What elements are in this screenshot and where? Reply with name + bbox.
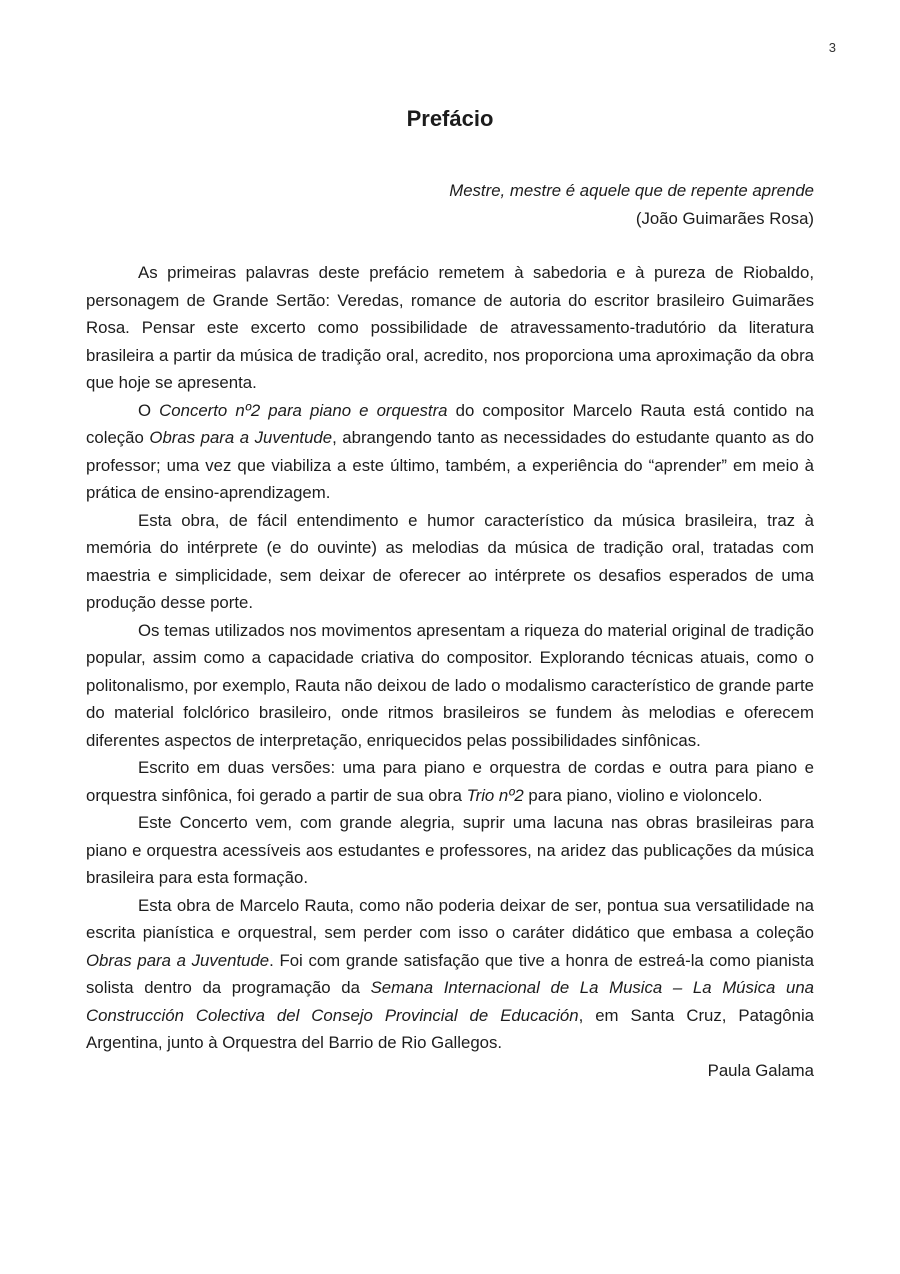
epigraph-quote: Mestre, mestre é aquele que de repente aprende	[449, 181, 814, 200]
paragraph-text: As primeiras palavras deste prefácio remetem à sabedoria e à pureza de Riobaldo, personagem de Grande Sertão: Veredas, romance de autoria do escritor brasileiro Guimarães Rosa. Pensar este excerto como possibilidade de atravessamento-tradutório da literatura brasileira a partir da música de tradição oral, acredito, nos proporciona uma aproximação da obra que hoje se apresenta.	[86, 263, 814, 392]
italic-text: Semana Internacional de La Musica – La Música una Construcción Colectiva del Consejo Provincial de Educación	[86, 978, 814, 1025]
epigraph	[86, 177, 814, 232]
paragraph-text: O	[138, 400, 160, 420]
italic-text: Trio nº2	[466, 785, 524, 805]
body-paragraph	[86, 754, 814, 809]
body-paragraph	[86, 259, 814, 397]
paragraph-text: , abrangendo tanto as necessidades do estudante quanto as do professor; uma vez que viabiliza a este último, também, a experiência do “aprender” em meio à prática de ensino-aprendizagem.	[86, 428, 814, 502]
paragraph-text: . Foi com grande satisfação que tive a honra de estreá-la como pianista solista dentro da programação da	[86, 950, 814, 997]
paragraph-text: , em Santa Cruz, Patagônia Argentina, junto à Orquestra del Barrio de Rio Gallegos.	[86, 1005, 814, 1052]
body-paragraph	[86, 892, 814, 1057]
body-paragraph	[86, 617, 814, 755]
paragraph-text: Esta obra, de fácil entendimento e humor característico da música brasileira, traz à memória do intérprete (e do ouvinte) as melodias da música de tradição oral, tratadas com maestria e simplicidade, sem deixar de oferecer ao intérprete os desafios esperados de uma produção desse porte.	[86, 510, 814, 612]
italic-text: Concerto nº2 para piano e orquestra	[159, 400, 448, 420]
epigraph-author: (João Guimarães Rosa)	[635, 208, 814, 228]
paragraph-text: Escrito em duas versões: uma para piano e orquestra de cordas e outra para piano e orquestra sinfônica, foi gerado a partir de sua obra	[86, 758, 814, 805]
body-paragraph	[86, 809, 814, 892]
paragraph-text: Os temas utilizados nos movimentos apresentam a riqueza do material original de tradição popular, assim como a capacidade criativa do compositor. Explorando técnicas atuais, como o politonalismo, por exemplo, Rauta não deixou de lado o modalismo característico de grande parte do material folclórico brasileiro, onde ritmos brasileiros se fundem às melodias e oferecem diferentes aspectos de interpretação, enriquecidos pelas possibilidades sinfônicas.	[86, 620, 814, 750]
paragraph-text: para piano, violino e violoncelo.	[523, 785, 763, 805]
paragraph-text: do compositor Marcelo Rauta está contido na coleção	[86, 400, 814, 447]
preface-body	[86, 259, 814, 1084]
signature: Paula Galama	[707, 1060, 814, 1080]
body-paragraph	[86, 397, 814, 507]
paragraph-text: Esta obra de Marcelo Rauta, como não poderia deixar de ser, pontua sua versatilidade na escrita pianística e orquestral, sem perder com isso o caráter didático que embasa a coleção	[86, 895, 814, 942]
page-number: 3	[828, 40, 836, 55]
italic-text: Obras para a Juventude	[149, 428, 333, 447]
body-paragraph	[86, 507, 814, 617]
italic-text: Obras para a Juventude	[86, 950, 270, 970]
page-title: Prefácio	[406, 106, 494, 131]
paragraph-text: Este Concerto vem, com grande alegria, suprir uma lacuna nas obras brasileiras para piano e orquestra acessíveis aos estudantes e professores, na aridez das publicações da música brasileira para esta formação.	[86, 813, 814, 887]
paragraph-list	[86, 259, 814, 1057]
